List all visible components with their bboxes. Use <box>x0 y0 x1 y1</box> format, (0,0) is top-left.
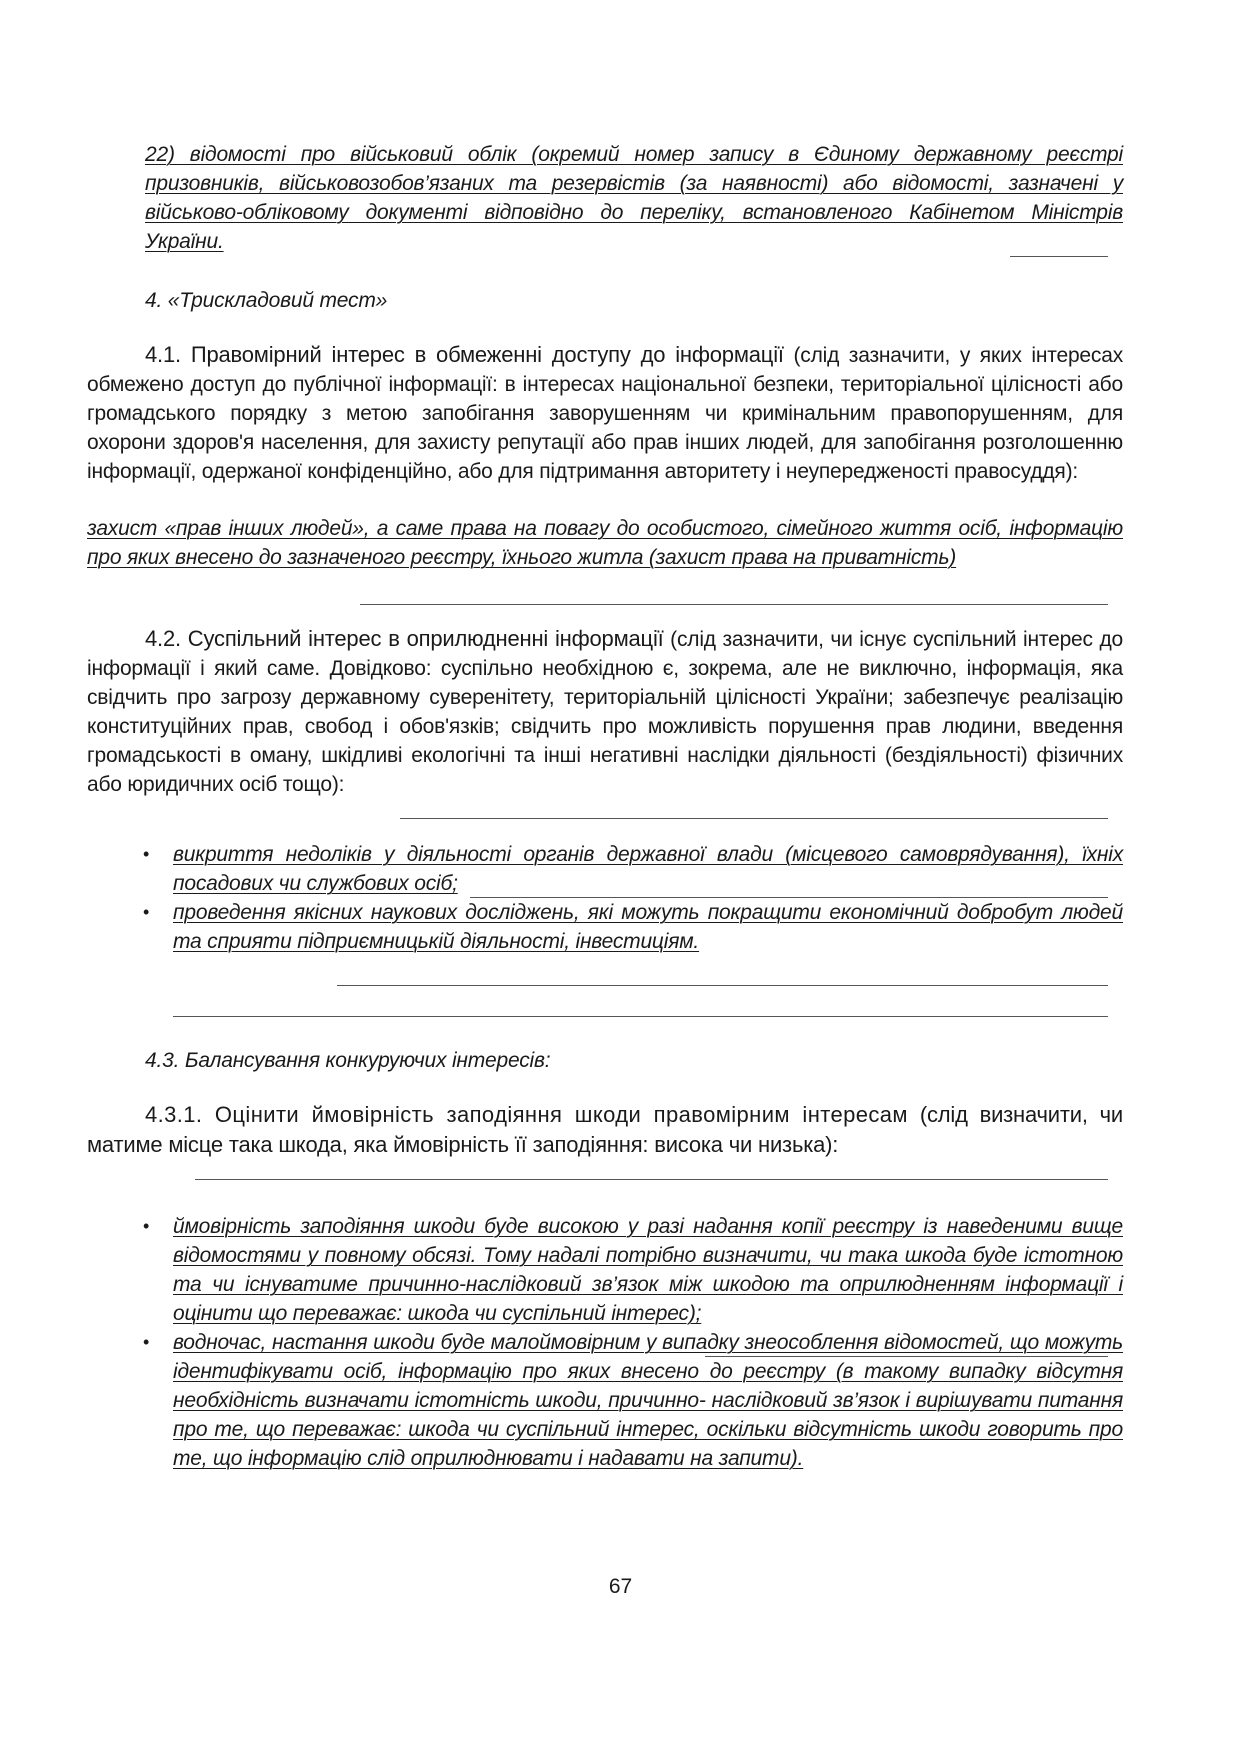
item-22-text: 22) відомості про військовий облік (окремий номер запису в Єдиному державному реєстрі призовників, військовозобов’язаних та резервістів (за наявності) або відомості, зазначені у військово-обліковому документі відповідно до переліку, встановленого Кабінетом Міністрів України. <box>145 143 1123 253</box>
fill-line <box>360 604 1108 605</box>
fill-line <box>1010 256 1108 257</box>
fill-line <box>337 985 1108 986</box>
bullet-icon: • <box>143 1216 150 1236</box>
bullet-icon: • <box>143 844 150 864</box>
section-4-3-1-label: 4.3.1. Оцінити ймовірність заподіяння шкоди правомірним інтересам <box>145 1102 908 1127</box>
section-4-3-heading-text: 4.3. Балансування конкуруючих інтересів: <box>145 1049 551 1072</box>
bullet-icon: • <box>143 1332 150 1352</box>
fill-line[interactable] <box>195 1179 1108 1180</box>
section-4-1-hint: (слід зазначити, у яких інтересах обмежено доступ до публічної інформації: в інтересах національної безпеки, територіальної цілісності або громадського порядку з метою запобігання заворушенням чи кримінальним правопорушенням, для охорони здоров'я населення, для захисту репутації або прав інших людей, для запобігання розголошенню інформації, одержаної конфіденційно, або для підтримання авторитету і неупередженості правосуддя): <box>87 344 1123 483</box>
item-22-military-registration <box>145 140 1123 256</box>
blank-answer-line[interactable] <box>173 1016 1108 1017</box>
section-4-1-label: 4.1. Правомірний інтерес в обмеженні доступу до інформації <box>145 342 784 367</box>
bullet-text: проведення якісних наукових досліджень, які можуть покращити економічний добробут людей та сприяти підприємницькій діяльності, інвестиціям. <box>173 901 1123 953</box>
section-4-heading-text: 4. «Трискладовий тест» <box>145 289 388 312</box>
bullet-text: ймовірність заподіяння шкоди буде високою у разі надання копії реєстру із наведеними вище відомостями у повному обсязі. Тому надалі потрібно визначити, чи така шкода буде істотною та чи існуватиме причинно-наслідковий зв’язок між шкодою та оприлюдненням інформації і оцінити що переважає: шкода чи суспільний інтерес); <box>173 1215 1123 1325</box>
section-4-2-bullets <box>143 840 1123 956</box>
section-4-2-hint: (слід зазначити, чи існує суспільний інтерес до інформації і який саме. Довідково: суспільно необхідною є, зокрема, але не виключно, інформація, яка свідчить про загрозу державному суверенітету, територіальній цілісності України; забезпечує реалізацію конституційних прав, свобод і обов'язків; свідчить про можливість порушення прав людини, введення громадськості в оману, шкідливі екологічні та інші негативні наслідки діяльності (бездіяльності) фізичних або юридичних осіб тощо): <box>87 628 1123 796</box>
section-4-3-1-hint: (слід визначити, чи матиме місце така шкода, яка ймовірність її заподіяння: висока чи низька): <box>87 1102 1123 1157</box>
section-4-1-paragraph <box>87 340 1123 486</box>
section-4-2-paragraph <box>87 624 1123 799</box>
bullet-text: водночас, настання шкоди буде малоймовірним у випадку знеособлення відомостей, що можуть ідентифікувати осіб, інформацію про яких внесено до реєстру (в такому випадку відсутня необхідність визначати істотність шкоди, причинно- наслідковий зв’язок і вирішувати питання про те, що переважає: шкода чи суспільний інтерес, оскільки відсутність шкоди говорить про те, що інформацію слід оприлюднювати і надавати на запити). <box>173 1331 1123 1470</box>
page-number: 67 <box>608 1575 633 1598</box>
section-4-1-answer[interactable] <box>87 514 1123 572</box>
section-4-2-label: 4.2. Суспільний інтерес в оприлюдненні інформації <box>145 626 664 651</box>
fill-line <box>400 818 1108 819</box>
bullet-item <box>143 1328 1123 1473</box>
fill-line <box>470 897 1108 898</box>
section-4-1-answer-text: захист «прав інших людей», а саме права на повагу до особистого, сімейного життя осіб, інформацію про яких внесено до зазначеного реєстру, їхнього житла (захист права на приватність) <box>87 517 1123 569</box>
bullet-item <box>143 898 1123 956</box>
bullet-item <box>143 840 1123 898</box>
bullet-item <box>143 1212 1123 1328</box>
bullet-icon: • <box>143 902 150 922</box>
section-4-heading <box>145 286 1123 315</box>
section-4-3-heading <box>145 1046 1123 1075</box>
section-4-3-1-paragraph <box>87 1100 1123 1160</box>
bullet-text: викриття недоліків у діяльності органів державної влади (місцевого самоврядування), їхніх посадових чи службових осіб; <box>173 843 1123 895</box>
section-4-3-1-bullets <box>143 1212 1123 1473</box>
fill-line <box>705 1356 1108 1357</box>
